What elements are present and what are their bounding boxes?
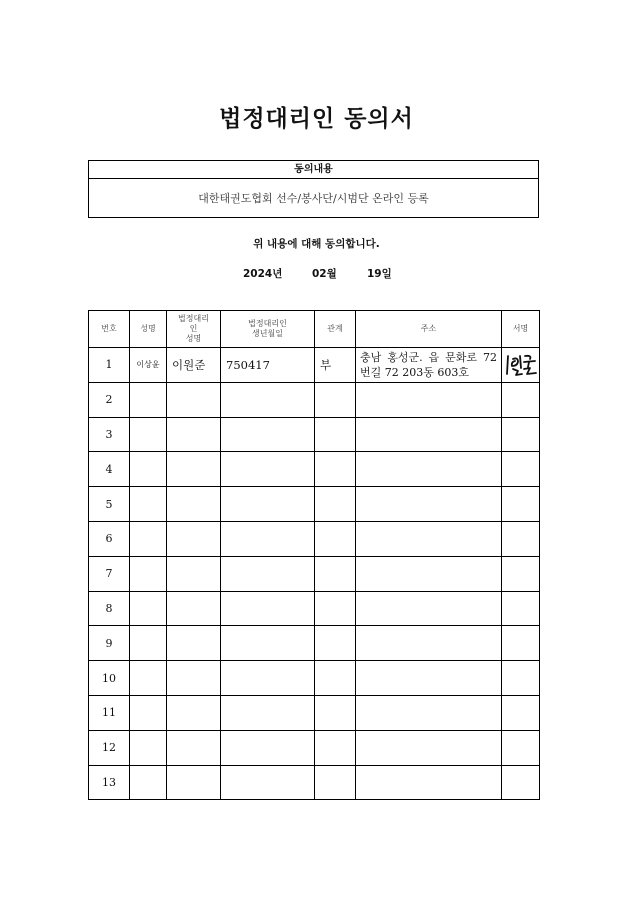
cell-guardian-name: 이원준 [167, 348, 221, 383]
table-row [89, 730, 540, 765]
cell-name [130, 521, 167, 556]
cell-name [130, 417, 167, 452]
cell-guardian-name [167, 417, 221, 452]
cell-address [356, 765, 502, 800]
cell-name [130, 730, 167, 765]
cell-guardian-name [167, 382, 221, 417]
cell-signature [502, 661, 540, 696]
cell-signature [502, 765, 540, 800]
header-guardian-name-line1: 법정대리 [178, 314, 209, 323]
cell-guardian-name [167, 556, 221, 591]
cell-name [130, 556, 167, 591]
cell-relation [315, 765, 356, 800]
cell-relation [315, 417, 356, 452]
cell-guardian-birth [221, 382, 315, 417]
cell-name [130, 626, 167, 661]
cell-no: 11 [89, 695, 130, 730]
cell-guardian-birth [221, 591, 315, 626]
cell-name [130, 452, 167, 487]
cell-signature [502, 556, 540, 591]
cell-relation [315, 452, 356, 487]
cell-no: 6 [89, 521, 130, 556]
cell-guardian-name [167, 452, 221, 487]
cell-address [356, 556, 502, 591]
cell-signature [502, 417, 540, 452]
date-day: 19일 [367, 268, 392, 280]
cell-signature [502, 348, 540, 383]
header-guardian-name-line2: 인 [189, 324, 198, 333]
cell-guardian-name [167, 521, 221, 556]
header-guardian-name-line3: 성명 [185, 334, 202, 343]
cell-guardian-birth [221, 661, 315, 696]
cell-guardian-birth [221, 521, 315, 556]
cell-address [356, 452, 502, 487]
table-row [89, 382, 540, 417]
cell-no: 5 [89, 487, 130, 522]
header-name: 성명 [130, 311, 167, 348]
cell-relation [315, 730, 356, 765]
cell-name [130, 661, 167, 696]
cell-guardian-birth [221, 626, 315, 661]
cell-signature [502, 626, 540, 661]
cell-signature [502, 487, 540, 522]
cell-guardian-name [167, 591, 221, 626]
cell-no: 4 [89, 452, 130, 487]
cell-name [130, 487, 167, 522]
table-row [89, 626, 540, 661]
cell-guardian-birth [221, 765, 315, 800]
date-year: 2024년 [243, 268, 283, 280]
consent-box [88, 160, 539, 218]
cell-no: 2 [89, 382, 130, 417]
cell-signature [502, 695, 540, 730]
table-row [89, 521, 540, 556]
cell-address [356, 521, 502, 556]
consent-header: 동의내용 [89, 161, 538, 179]
guardian-table [88, 310, 540, 800]
cell-address [356, 417, 502, 452]
cell-guardian-name [167, 730, 221, 765]
cell-guardian-birth [221, 730, 315, 765]
table-row [89, 765, 540, 800]
cell-no: 10 [89, 661, 130, 696]
cell-relation [315, 556, 356, 591]
cell-address [356, 591, 502, 626]
cell-no: 3 [89, 417, 130, 452]
cell-guardian-birth [221, 452, 315, 487]
header-relation: 관계 [315, 311, 356, 348]
cell-guardian-name [167, 626, 221, 661]
cell-relation [315, 661, 356, 696]
cell-guardian-birth [221, 487, 315, 522]
table-row [89, 661, 540, 696]
header-guardian-birth-line1: 법정대리인 [248, 319, 287, 328]
cell-no: 7 [89, 556, 130, 591]
consent-content: 대한태권도협회 선수/봉사단/시범단 온라인 등록 [198, 192, 429, 205]
cell-name [130, 765, 167, 800]
cell-name [130, 382, 167, 417]
cell-no: 12 [89, 730, 130, 765]
cell-guardian-birth [221, 417, 315, 452]
cell-relation [315, 487, 356, 522]
cell-address [356, 487, 502, 522]
header-signature: 서명 [502, 311, 540, 348]
table-body [89, 348, 540, 800]
table-row [89, 452, 540, 487]
cell-relation [315, 382, 356, 417]
agree-statement: 위 내용에 대해 동의합니다. [253, 238, 380, 250]
cell-signature [502, 382, 540, 417]
cell-relation [315, 591, 356, 626]
cell-no: 1 [89, 348, 130, 383]
cell-no: 9 [89, 626, 130, 661]
cell-guardian-name [167, 661, 221, 696]
date-month: 02월 [312, 268, 337, 280]
cell-address [356, 382, 502, 417]
document-title: 법정대리인 동의서 [219, 106, 414, 132]
cell-guardian-birth [221, 556, 315, 591]
cell-relation [315, 521, 356, 556]
header-address: 주소 [356, 311, 502, 348]
cell-address [356, 695, 502, 730]
cell-guardian-name [167, 487, 221, 522]
cell-address [356, 661, 502, 696]
cell-guardian-name [167, 695, 221, 730]
table-row [89, 417, 540, 452]
table-row [89, 487, 540, 522]
table-row [89, 695, 540, 730]
cell-no: 8 [89, 591, 130, 626]
header-no: 번호 [89, 311, 130, 348]
cell-name: 이상윤 [130, 348, 167, 383]
handwritten-signature [503, 350, 539, 380]
cell-address [356, 730, 502, 765]
cell-name [130, 695, 167, 730]
cell-address: 충남 홍성군. 읍 문화로 72번길 72 203동 603호 [356, 348, 502, 383]
date-line [0, 266, 633, 282]
table-row [89, 591, 540, 626]
cell-no: 13 [89, 765, 130, 800]
cell-guardian-name [167, 765, 221, 800]
cell-relation: 부 [315, 348, 356, 383]
table-row [89, 556, 540, 591]
table-header-row [89, 311, 540, 348]
header-guardian-birth-line2: 생년월일 [252, 329, 283, 338]
header-guardian-birth [221, 311, 315, 348]
cell-signature [502, 452, 540, 487]
cell-signature [502, 591, 540, 626]
cell-name [130, 591, 167, 626]
table-row [89, 348, 540, 383]
cell-address [356, 626, 502, 661]
header-guardian-name [167, 311, 221, 348]
cell-signature [502, 730, 540, 765]
cell-guardian-birth [221, 695, 315, 730]
cell-signature [502, 521, 540, 556]
cell-relation [315, 626, 356, 661]
cell-guardian-birth: 750417 [221, 348, 315, 383]
cell-relation [315, 695, 356, 730]
